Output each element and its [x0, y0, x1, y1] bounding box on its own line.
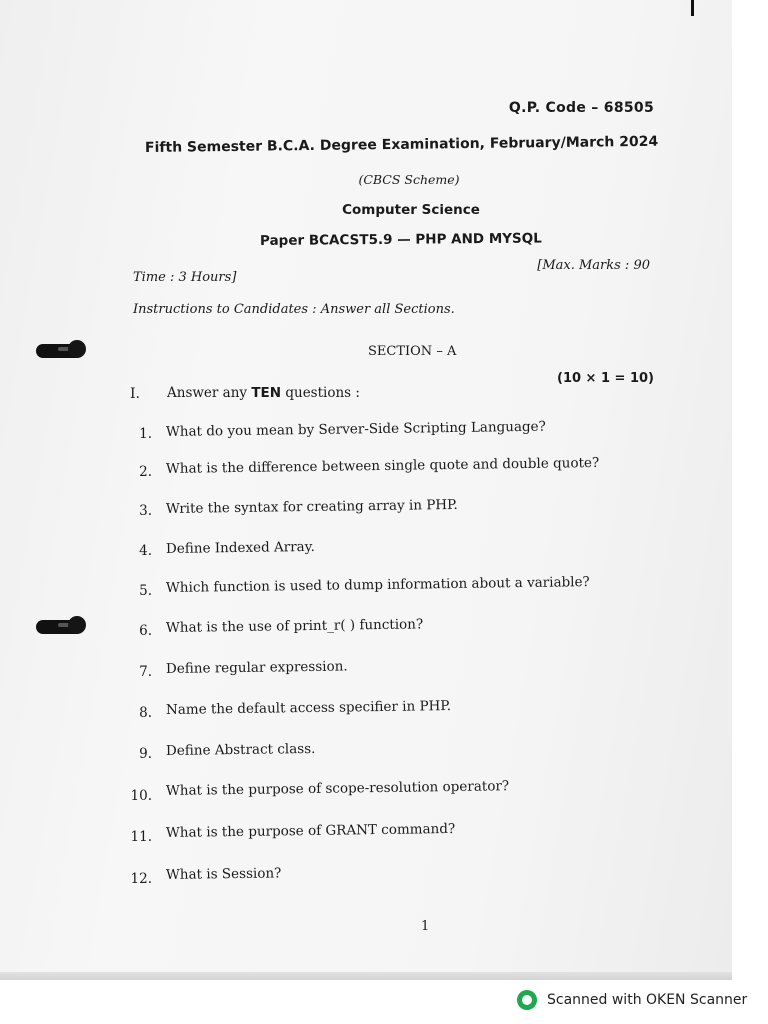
paper-title: Paper BCACST5.9 — PHP AND MYSQL — [259, 230, 542, 249]
question-number: 10. — [130, 788, 152, 804]
section-title: SECTION – A — [368, 344, 457, 359]
question-number: 8. — [139, 705, 152, 721]
exam-duration: Time : 3 Hours] — [133, 270, 237, 285]
question-number: 9. — [139, 746, 152, 762]
question-number: 12. — [130, 871, 152, 887]
scanner-logo-icon — [517, 990, 537, 1010]
question-text: What is the purpose of scope-resolution operator? — [165, 778, 510, 799]
page-number: 1 — [421, 919, 430, 934]
question-text: Which function is used to dump information about a variable? — [165, 574, 590, 596]
question-number: 5. — [139, 583, 152, 599]
question-text: What is the difference between single quote and double quote? — [165, 454, 600, 477]
exam-title: Fifth Semester B.C.A. Degree Examination, February/March 2024 — [144, 133, 659, 156]
question-number: 3. — [139, 503, 152, 519]
question-text: Write the syntax for creating array in PHP. — [165, 496, 458, 517]
question-group-number: I. — [130, 386, 140, 402]
question-number: 1. — [139, 426, 152, 442]
question-group-prompt — [167, 385, 360, 401]
subject: Computer Science — [342, 202, 480, 218]
marks-formula: (10 × 1 = 10) — [557, 371, 654, 386]
prompt-suffix: questions : — [281, 385, 360, 401]
page-bottom-edge — [0, 972, 732, 980]
question-text: What do you mean by Server-Side Scripting Language? — [165, 418, 546, 440]
question-number: 6. — [139, 623, 152, 639]
question-text: Name the default access specifier in PHP. — [165, 698, 452, 718]
binder-clip — [36, 620, 82, 634]
question-number: 2. — [139, 464, 152, 480]
instructions: Instructions to Candidates : Answer all Sections. — [133, 302, 455, 317]
prompt-count: TEN — [251, 385, 282, 401]
scheme: (CBCS Scheme) — [358, 172, 460, 187]
scanner-label: Scanned with OKEN Scanner — [547, 992, 748, 1008]
prompt-prefix: Answer any — [167, 385, 252, 401]
qp-code: Q.P. Code – 68505 — [508, 100, 654, 116]
question-number: 7. — [139, 664, 152, 680]
scanner-watermark — [517, 990, 747, 1010]
binder-clip — [36, 344, 82, 358]
question-text: What is the use of print_r( ) function? — [165, 616, 424, 636]
question-number: 4. — [139, 543, 152, 559]
question-text: Define Abstract class. — [165, 740, 316, 759]
question-number: 11. — [130, 829, 152, 845]
page-edge-mark — [691, 0, 694, 16]
question-text: What is Session? — [165, 865, 282, 883]
question-text: What is the purpose of GRANT command? — [165, 820, 456, 841]
question-text: Define Indexed Array. — [165, 538, 315, 557]
question-text: Define regular expression. — [165, 658, 348, 677]
max-marks: [Max. Marks : 90 — [537, 258, 650, 273]
